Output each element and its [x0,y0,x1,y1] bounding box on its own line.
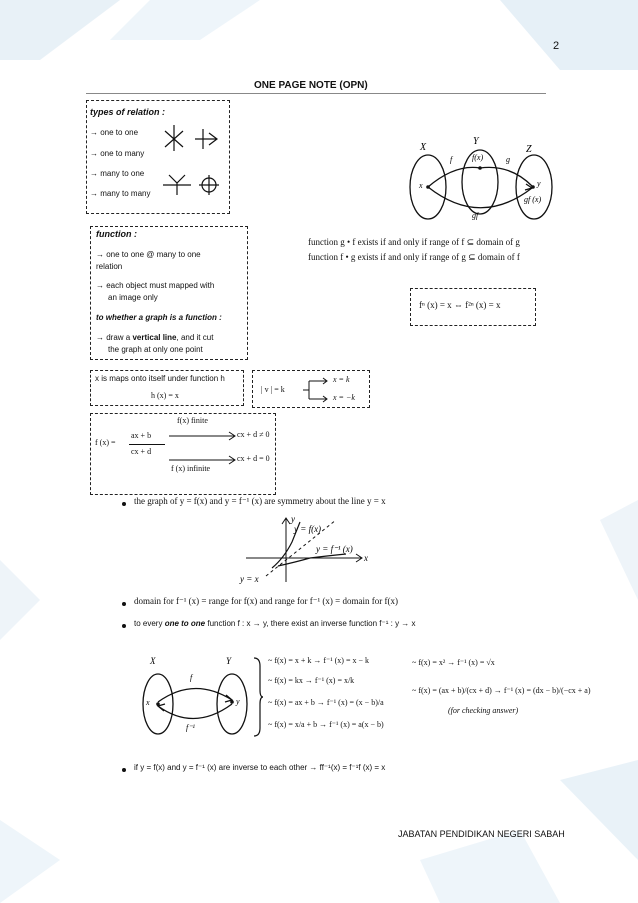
inverse-label-f: f [190,673,193,682]
function-line1b: relation [96,262,123,271]
inverse-example-rational: ~ f(x) = (ax + b)/(cx + d) → f⁻¹ (x) = (dx − b)/(−cx + a) [412,686,591,695]
bullet-inverse-dot [122,768,126,772]
rational-fraction-bar [129,444,165,445]
bullet3-suffix: function f : x → y, there exist an inverse function f⁻¹ : y → x [205,619,416,628]
function-line4d: the graph at only one point [108,345,203,354]
abs-value-bottom: x = −k [333,393,355,402]
inverse-label-finv: f⁻¹ [186,723,195,732]
diagram-point-y: y [537,179,541,188]
inverse-example-1: ~ f(x) = x + k → f⁻¹ (x) = x − k [268,656,369,665]
bullet-one-to-one-dot [122,624,126,628]
diagram-label-f: f [450,155,453,164]
function-heading: function : [96,229,137,239]
relation-one-to-one: → one to one [90,128,139,137]
graph-axis-x: x [364,553,368,563]
inverse-example-4: ~ f(x) = x/a + b → f⁻¹ (x) = a(x − b) [268,720,384,729]
rational-condition-zero: cx + d = 0 [237,454,270,463]
relation-one-to-many: → one to many [90,149,145,158]
inverse-mapping-diagram [136,654,248,744]
relation-arrow-sketches [159,119,227,211]
period-formula: fⁿ (x) = x ⇔ f²ⁿ (x) = x [419,300,501,310]
inverse-example-3: ~ f(x) = ax + b → f⁻¹ (x) = (x − b)/a [268,698,384,707]
abs-value-top: x = k [333,375,350,384]
rational-denominator: cx + d [131,447,152,456]
rational-infinite: f (x) infinite [171,464,211,473]
period-box [410,288,536,326]
relation-types-box [86,100,230,214]
inverse-symmetry-graph [236,512,376,586]
diagram-label-gf: gf [472,211,479,220]
diagram-set-Z: Z [526,144,532,155]
inverse-point-y: y [236,697,240,706]
relation-heading: types of relation : [90,107,166,117]
inverse-set-X: X [150,656,156,666]
bullet-symmetry-dot [122,502,126,506]
function-line2b: an image only [108,293,158,302]
page-number: 2 [553,40,560,52]
bullet-symmetry-text: the graph of y = f(x) and y = f⁻¹ (x) are symmetry about the line y = x [134,496,386,506]
inverse-example-note: (for checking answer) [448,706,519,715]
graph-label-yfx: y = f(x) [294,524,322,534]
title-rule [86,93,546,94]
bullet-domain-text: domain for f⁻¹ (x) = range for f(x) and range for f⁻¹ (x) = domain for f(x) [134,596,398,606]
function-line2: → each object must mapped with [96,281,215,290]
diagram-label-fx: f(x) [472,153,484,162]
rational-lhs: f (x) = [95,438,116,447]
function-line4 [96,333,213,342]
bullet-one-to-one-text [134,619,416,628]
graph-label-yfinv: y = f⁻¹ (x) [316,544,353,554]
function-line4-c: , and it cut [176,333,214,342]
inverse-set-Y: Y [226,656,232,666]
bullet3-bold: one to one [164,619,206,628]
function-line1: → one to one @ many to one [96,250,201,259]
relation-many-to-one: → many to one [90,169,145,178]
abs-value-left: | ᴠ | = k [261,385,285,394]
bullet3-prefix: to every [134,619,165,628]
bullet-domain-dot [122,602,126,606]
diagram-label-g: g [506,155,510,164]
rational-function-box [90,413,276,495]
self-map-line2: h (x) = x [151,391,179,400]
inverse-example-2: ~ f(x) = kx → f⁻¹ (x) = x/k [268,676,355,685]
abs-value-box [252,370,370,408]
diagram-set-Y: Y [473,136,479,147]
function-box [90,226,248,360]
bullet-inverse-text: if y = f(x) and y = f⁻¹ (x) are inverse to each other → ff⁻¹(x) = f⁻¹f (x) = x [134,763,386,772]
diagram-label-gfx: gf (x) [524,195,542,204]
rational-condition-nonzero: cx + d ≠ 0 [237,430,270,439]
function-line4-a: → draw a [96,333,133,342]
self-map-line1: x is maps onto itself under function h [95,374,225,383]
diagram-set-X: X [420,142,427,153]
rational-branch-arrows [167,422,237,466]
function-line4-bold: vertical line [132,333,177,342]
diagram-point-x: x [419,181,423,190]
relation-many-to-many: → many to many [90,189,151,198]
inverse-example-square: ~ f(x) = x² → f⁻¹ (x) = √x [412,658,495,667]
graph-label-yx: y = x [240,574,259,584]
rational-finite: f(x) finite [177,416,208,425]
page-title: ONE PAGE NOTE (OPN) [254,80,368,91]
composite-condition-fg: function f • g exists if and only if range of g ⊆ domain of f [308,252,520,262]
rational-numerator: ax + b [131,431,152,440]
page-footer: JABATAN PENDIDIKAN NEGERI SABAH [398,829,565,839]
composite-condition-gf: function g • f exists if and only if range of f ⊆ domain of g [308,237,520,247]
function-line3: to whether a graph is a function : [96,313,222,322]
examples-brace [252,656,264,738]
abs-value-branch-arrows [301,375,331,403]
inverse-point-x: x [146,698,150,707]
self-map-box [90,370,244,406]
graph-axis-y: y [291,514,295,524]
composite-function-diagram [400,132,570,224]
